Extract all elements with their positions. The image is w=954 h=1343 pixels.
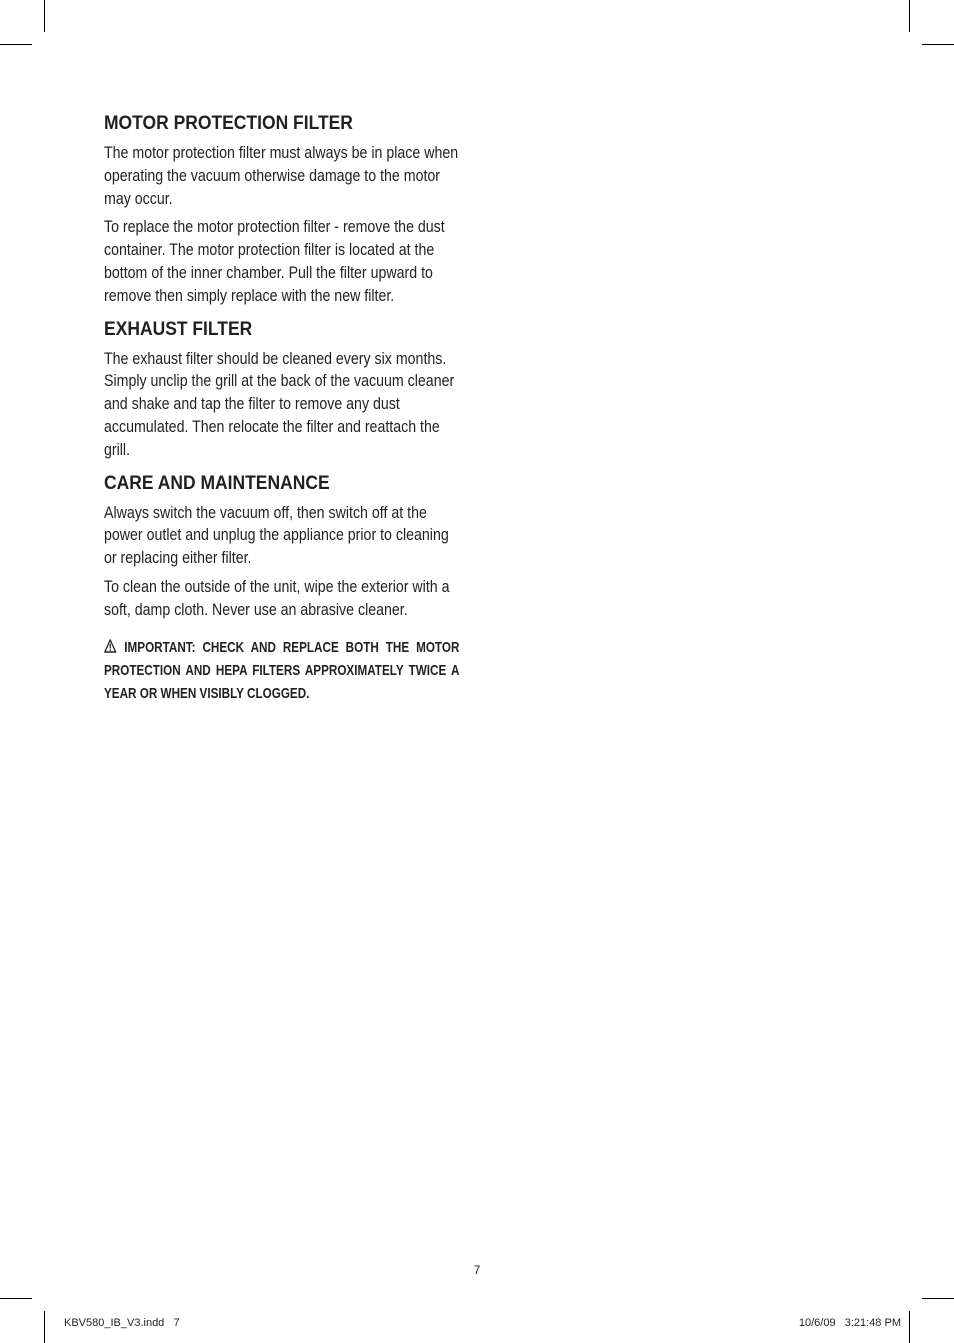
paragraph: The exhaust filter should be cleaned every six months. Simply unclip the grill at the back of the vacuum cleaner and shake and tap the filter to remove any dust accumulated. Then relocate the filter and reattach the grill. [104,349,455,459]
section-motor-protection-filter [104,112,460,308]
section-care-and-maintenance [104,472,460,622]
section-heading: MOTOR PROTECTION FILTER [104,113,353,134]
important-text: IMPORTANT: CHECK AND REPLACE BOTH THE MOTOR PROTECTION AND HEPA FILTERS APPROXIMATELY TWICE A YEAR OR WHEN VISIBLY CLOGGED. [104,638,460,702]
crop-mark-top-left-horizontal [0,44,32,45]
section-heading: CARE AND MAINTENANCE [104,472,330,494]
crop-mark-bottom-left-vertical [44,1311,45,1343]
paragraph: To clean the outside of the unit, wipe the exterior with a soft, damp cloth. Never use an abrasive cleaner. [104,577,450,619]
crop-mark-bottom-right-horizontal [922,1298,954,1299]
crop-mark-bottom-left-horizontal [0,1298,32,1299]
paragraph: To replace the motor protection filter - remove the dust container. The motor protection filter is located at the bottom of the inner chamber. Pull the filter upward to remove then simply replace with the new filter. [104,218,445,305]
paragraph: The motor protection filter must always be in place when operating the vacuum otherwise damage to the motor may occur. [104,144,459,208]
warning-triangle-icon [104,639,116,653]
slug-timestamp: 10/6/09 3:21:48 PM [798,1317,901,1329]
paragraph: Always switch the vacuum off, then switch off at the power outlet and unplug the appliance prior to cleaning or replacing either filter. [104,503,449,568]
crop-mark-bottom-right-vertical [909,1311,910,1343]
section-heading: EXHAUST FILTER [104,318,253,340]
page-number: 7 [473,1263,481,1277]
slug-file-name: KBV580_IB_V3.indd 7 [64,1317,180,1329]
page-content [104,112,460,705]
section-exhaust-filter [104,318,460,462]
crop-mark-top-right-vertical [909,0,910,32]
crop-mark-top-right-horizontal [922,44,954,45]
important-notice [104,636,459,705]
crop-mark-top-left-vertical [44,0,45,32]
